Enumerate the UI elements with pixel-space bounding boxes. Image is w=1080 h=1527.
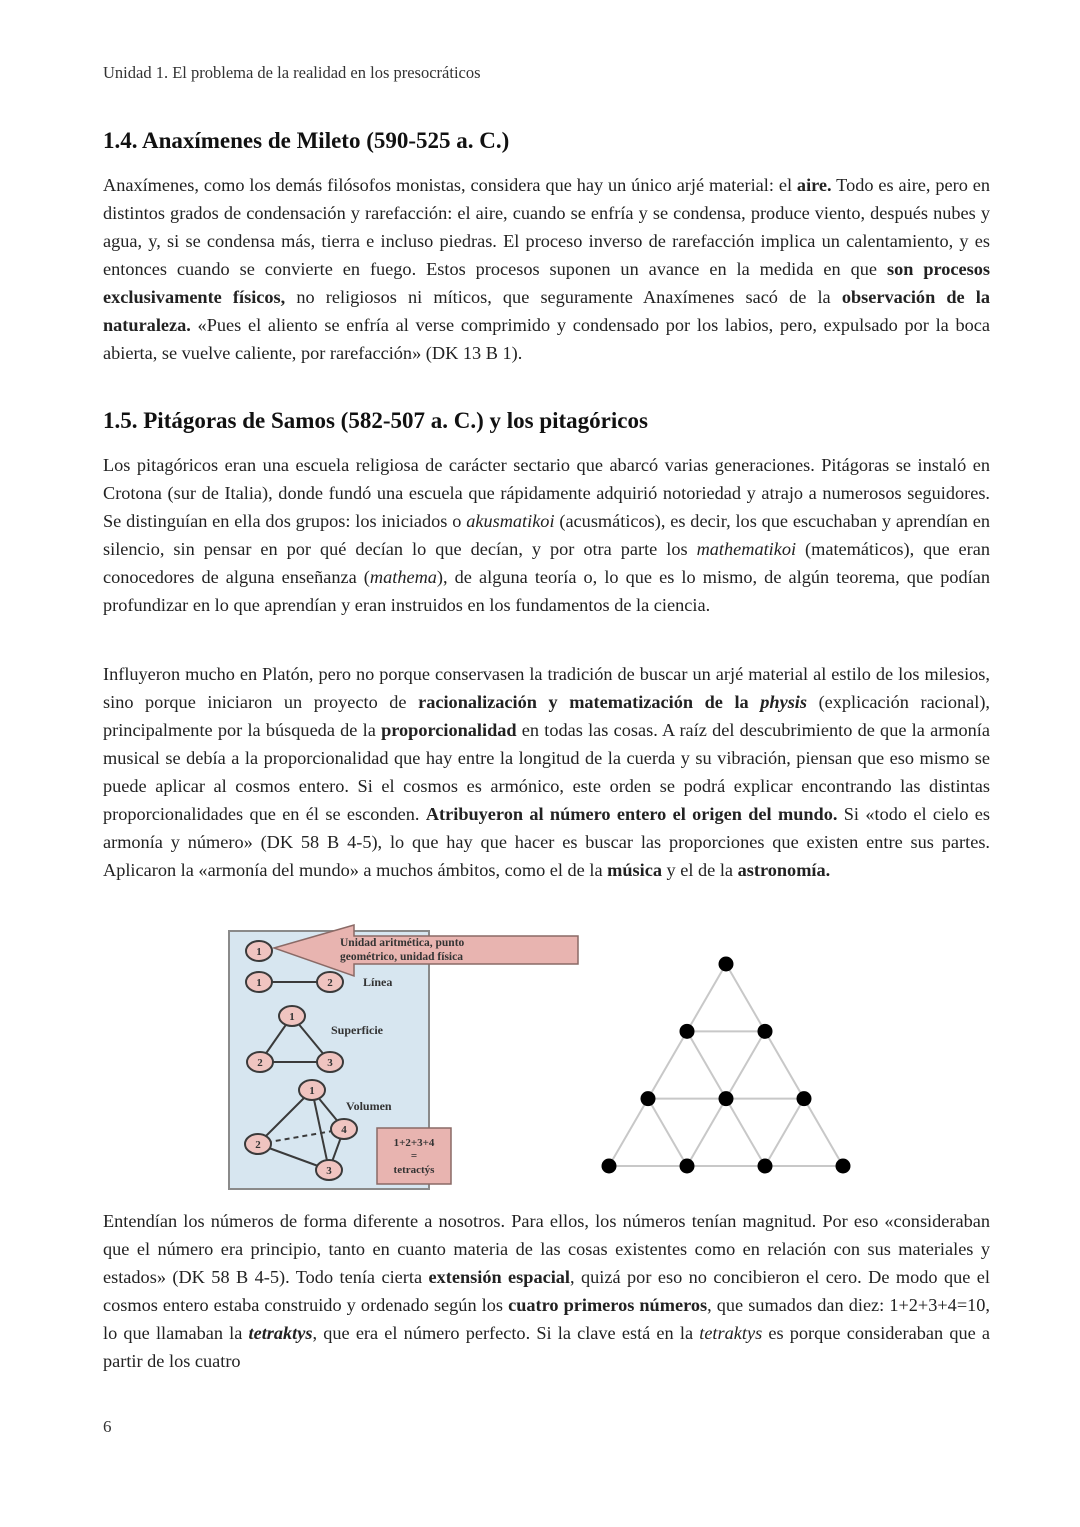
svg-text:tetractýs: tetractýs	[393, 1164, 435, 1176]
italic-text: tetraktys	[699, 1323, 763, 1343]
text-run: ), de alguna teoría o, lo que es lo mismo, de algún teorema, que podían profundizar en lo que aprendían y eran instruidos en los fundamentos de la ciencia.	[103, 567, 990, 615]
label-linea: Línea	[363, 975, 393, 989]
figure-tetraktys-triangle	[595, 950, 860, 1180]
text-run: (matemáticos), que eran conocedores de alguna enseñanza (	[103, 539, 990, 587]
tetraktys-dot	[758, 1024, 773, 1039]
triangle-edge	[726, 1099, 765, 1166]
italic-text: akusmatikoi	[466, 511, 555, 531]
svg-text:1: 1	[309, 1085, 315, 1097]
label-volumen: Volumen	[346, 1099, 392, 1113]
triangle-edge	[609, 1099, 648, 1166]
node-surface-2	[247, 1052, 273, 1072]
text-run: , que sumados dan diez: 1+2+3+4=10, lo que llamaban la	[103, 1295, 990, 1343]
node-line-1	[246, 972, 272, 992]
svg-text:2: 2	[327, 977, 333, 989]
paragraph-numeros-magnitud	[103, 1207, 990, 1375]
text-run: (acusmáticos), es decir, los que escuchaban y aprendían en silencio, sin pensar en por qué decían lo que decían, y por otra parte los	[103, 511, 990, 559]
text-run: Todo es aire, pero en distintos grados de condensación y rarefacción: el aire, cuando se enfría y se condensa, produce viento, después nubes y agua, y, si se condensa más, tierra e incluso piedras. El proceso inverso de rarefacción implica un calentamiento, y es entonces cuando se convierte en fuego. Estos procesos suponen un avance en la medida en que	[103, 175, 990, 279]
bold-text: extensión espacial	[428, 1267, 571, 1287]
text-run: , que era el número perfecto. Si la clave está en la	[312, 1323, 700, 1343]
paragraph-pitagoricos-escuela	[103, 451, 990, 619]
text-run: «Pues el aliento se enfría al verse comprimido y condensado por los labios, pero, expulsado por la boca abierta, se vuelve caliente, por rarefacción» (DK 13 B 1).	[103, 315, 990, 363]
bold-text: aire.	[796, 175, 832, 195]
triangle-edge	[648, 1031, 687, 1098]
svg-text:1: 1	[256, 946, 262, 958]
node-volume-1	[299, 1080, 325, 1100]
tetraktys-dot	[641, 1091, 656, 1106]
bold-text: physis	[760, 692, 807, 712]
svg-text:3: 3	[327, 1057, 333, 1069]
svg-text:2: 2	[255, 1139, 261, 1151]
svg-text:4: 4	[341, 1124, 347, 1136]
text-run: es porque consideraban que a partir de los cuatro	[103, 1323, 991, 1371]
bold-text: tetraktys	[248, 1323, 313, 1343]
svg-text:2: 2	[257, 1057, 263, 1069]
svg-text:=: =	[410, 1150, 418, 1162]
text-run: Si «todo el cielo es armonía y número» (DK 58 B 4-5), lo que hay que hacer es buscar las proporciones que existen entre sus partes. Aplicaron la «armonía del mundo» a muchos ámbitos, como el de la	[103, 804, 990, 880]
text-run: Entendían los números de forma diferente a nosotros. Para ellos, los números tenían magnitud. Por eso «consideraban que el número era principio, tanto en cuanto materia de las cosas existentes como en relación con sus materiales y estados» (DK 58 B 4-5). Todo tenía cierta	[103, 1211, 990, 1287]
svg-text:1: 1	[256, 977, 262, 989]
paragraph-anaximenes	[103, 171, 990, 367]
text-run: Anaxímenes, como los demás filósofos monistas, considera que hay un único arjé material: el	[103, 175, 797, 195]
triangle-edge	[804, 1099, 843, 1166]
triangle-edge	[687, 1099, 726, 1166]
text-run: en todas las cosas. A raíz del descubrimiento de que la armonía musical se debía a la proporcionalidad que hay entre la longitud de la cuerda y su vibración, piensan que eso mismo se puede aplicar al cosmos entero. Si el cosmos es armónico, este orden se podrá explicar encontrando las distintas proporcionalidades que en él se esconden.	[103, 720, 990, 824]
page-number: 6	[103, 1417, 112, 1436]
tetraktys-dot	[758, 1159, 773, 1174]
text-run: Los pitagóricos eran una escuela religiosa de carácter sectario que abarcó varias generaciones. Pitágoras se instaló en Crotona (sur de Italia), donde fundó una escuela que rápidamente adquirió notoriedad y atrajo a numerosos seguidores. Se distinguían en ella dos grupos: los iniciados o	[103, 455, 990, 531]
triangle-edge	[765, 1031, 804, 1098]
node-volume-2	[245, 1134, 271, 1154]
bold-text: Atribuyeron al número entero el origen del mundo.	[425, 804, 838, 824]
tetraktys-dot	[797, 1091, 812, 1106]
italic-text: mathematikoi	[696, 539, 797, 559]
node-volume-4	[331, 1119, 357, 1139]
text-run: y el de la	[661, 860, 738, 880]
triangle-edge	[726, 1031, 765, 1098]
triangle-edge	[648, 1099, 687, 1166]
bold-text: observación de la naturaleza.	[103, 287, 991, 335]
tetraktys-dot	[836, 1159, 851, 1174]
node-surface-1	[279, 1006, 305, 1026]
node-point	[246, 941, 272, 961]
text-run: no religiosos ni míticos, que seguramente Anaxímenes sacó de la	[285, 287, 842, 307]
svg-text:1: 1	[289, 1011, 295, 1023]
bold-text: son procesos exclusivamente físicos,	[103, 259, 991, 307]
text-run: (explicación racional), principalmente por la búsqueda de la	[103, 692, 991, 740]
bold-text: astronomía.	[737, 860, 831, 880]
node-volume-3	[316, 1160, 342, 1180]
text-run: , quizá por eso no concibieron el cero. De modo que el cosmos entero estaba construido y ordenado según los	[103, 1267, 990, 1315]
svg-text:1+2+3+4: 1+2+3+4	[393, 1137, 435, 1149]
italic-text: mathema	[369, 567, 437, 587]
figure-point-line-surface-volume	[226, 924, 582, 1194]
bold-text: cuatro primeros números	[508, 1295, 708, 1315]
triangle-edge	[726, 964, 765, 1031]
arrow-label-line1: Unidad aritmética, punto	[340, 937, 465, 949]
section-heading-anaximenes: 1.4. Anaxímenes de Mileto (590-525 a. C.)	[103, 128, 510, 153]
section-heading-pitagoras: 1.5. Pitágoras de Samos (582-507 a. C.) y los pitagóricos	[103, 408, 648, 433]
tetraktys-dot	[680, 1159, 695, 1174]
svg-text:3: 3	[326, 1165, 332, 1177]
paragraph-influencia-platon	[103, 660, 990, 884]
tetraktys-dot	[602, 1159, 617, 1174]
text-run: Influyeron mucho en Platón, pero no porque conservasen la tradición de buscar un arjé material al estilo de los milesios, sino porque iniciaron un proyecto de	[103, 664, 990, 712]
node-line-2	[317, 972, 343, 992]
tetraktys-dot	[719, 957, 734, 972]
triangle-edge	[765, 1099, 804, 1166]
bold-text: música	[607, 860, 662, 880]
arrow-label-line2: geométrico, unidad física	[340, 951, 463, 963]
bold-text: proporcionalidad	[381, 720, 517, 740]
triangle-edge	[687, 964, 726, 1031]
running-head: Unidad 1. El problema de la realidad en los presocráticos	[103, 63, 481, 82]
triangle-edge	[687, 1031, 726, 1098]
tetraktys-dot	[680, 1024, 695, 1039]
node-surface-3	[317, 1052, 343, 1072]
bold-text: racionalización y matematización de la	[418, 692, 761, 712]
label-superficie: Superficie	[331, 1023, 383, 1037]
tetraktys-dot	[719, 1091, 734, 1106]
